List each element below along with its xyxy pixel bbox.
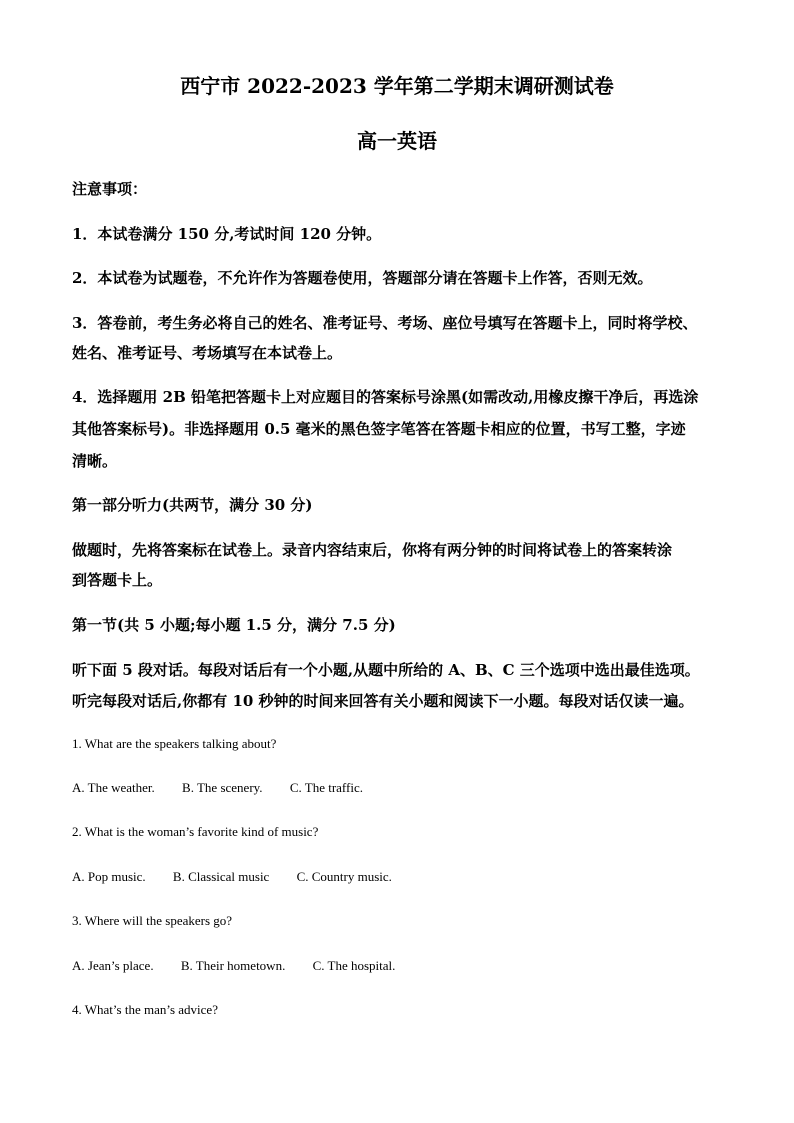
question-3-option-b: B. Their hometown.: [180, 958, 286, 973]
question-1-options: [72, 780, 732, 796]
notice-item-4-line-1: 4．选择题用 2B 铅笔把答题卡上对应题目的答案标号涂黑(如需改动,用橡皮擦干净后，再选涂: [72, 388, 699, 406]
part1-intro-line-2: 到答题卡上。: [72, 571, 163, 589]
notice-item-4-line-2: 其他答案标号)。非选择题用 0.5 毫米的黑色签字笔答在答题卡相应的位置，书写工整，字迹: [72, 420, 686, 438]
section1-heading: 第一节(共 5 小题;每小题 1.5 分，满分 7.5 分): [72, 616, 396, 634]
question-2-option-c: C. Country music.: [296, 869, 392, 884]
question-2-option-a: A. Pop music.: [72, 869, 146, 884]
question-2-option-b: B. Classical music: [172, 869, 270, 884]
notice-item-1: 1．本试卷满分 150 分,考试时间 120 分钟。: [72, 225, 382, 243]
question-3-stem: 3. Where will the speakers go?: [72, 913, 233, 928]
section1-intro-line-1: 听下面 5 段对话。每段对话后有一个小题,从题中所给的 A、B、C 三个选项中选出最佳选项。: [72, 661, 700, 679]
section1-intro-line-2: 听完每段对话后,你都有 10 秒钟的时间来回答有关小题和阅读下一小题。每段对话仅读一遍。: [72, 692, 694, 710]
notice-item-4-line-3: 清晰。: [72, 452, 118, 470]
exam-title: 西宁市 2022-2023 学年第二学期末调研测试卷: [180, 74, 614, 98]
notice-item-3-line-1: 3．答卷前，考生务必将自己的姓名、准考证号、考场、座位号填写在答题卡上，同时将学校、: [72, 314, 698, 332]
notice-heading: 注意事项：: [72, 180, 148, 198]
notice-item-3-line-2: 姓名、准考证号、考场填写在本试卷上。: [72, 344, 343, 362]
question-2-stem: 2. What is the woman’s favorite kind of music?: [72, 824, 319, 839]
question-1-option-a: A. The weather.: [72, 780, 155, 795]
question-3-options: [72, 958, 732, 974]
exam-subject: 高一英语: [357, 129, 437, 153]
question-2-options: [72, 869, 732, 885]
question-1-stem: 1. What are the speakers talking about?: [72, 736, 277, 751]
question-4-stem: 4. What’s the man’s advice?: [72, 1002, 218, 1017]
question-1-option-b: B. The scenery.: [182, 780, 263, 795]
notice-item-2: 2．本试卷为试题卷，不允许作为答题卷使用，答题部分请在答题卡上作答，否则无效。: [72, 269, 653, 287]
part1-heading: 第一部分听力(共两节，满分 30 分): [72, 496, 313, 514]
question-1-option-c: C. The traffic.: [289, 780, 363, 795]
part1-intro-line-1: 做题时，先将答案标在试卷上。录音内容结束后，你将有两分钟的时间将试卷上的答案转涂: [72, 541, 673, 559]
question-3-option-c: C. The hospital.: [312, 958, 396, 973]
question-3-option-a: A. Jean’s place.: [72, 958, 154, 973]
